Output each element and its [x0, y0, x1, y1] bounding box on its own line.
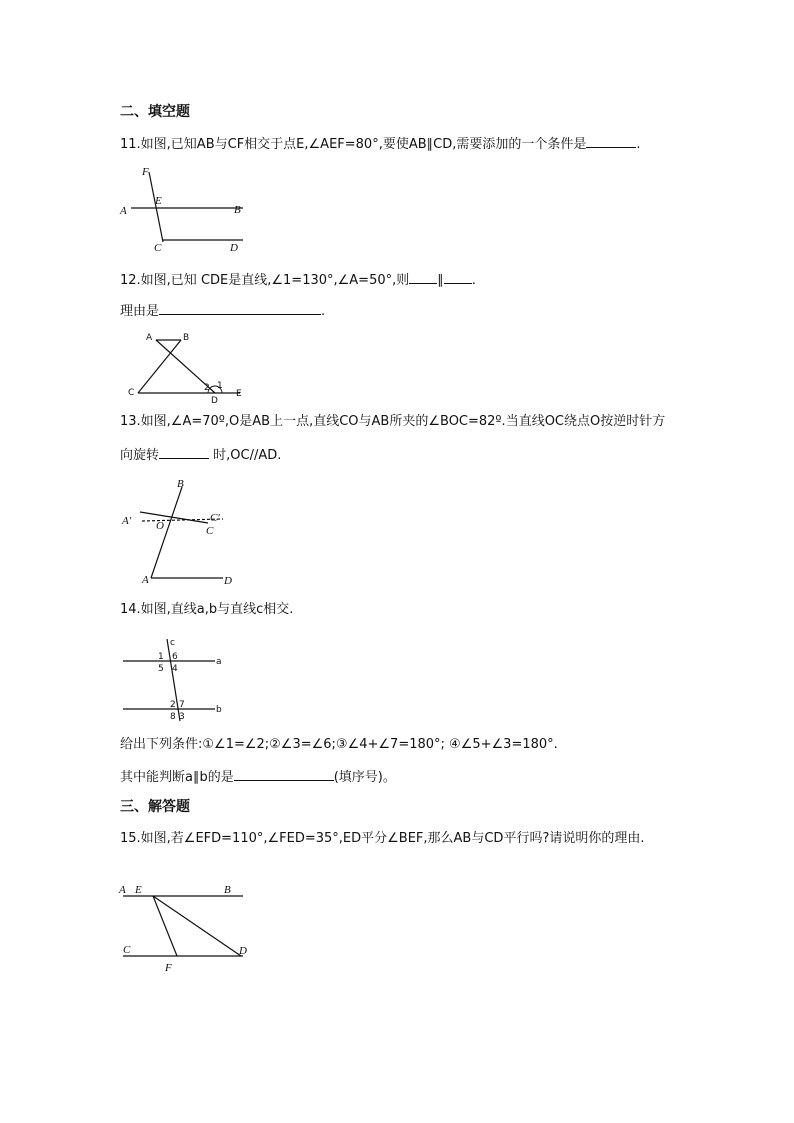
parallel-symbol: ∥: [437, 273, 444, 288]
label-a: a: [216, 657, 222, 667]
line-ef: [153, 896, 177, 956]
label-c: C: [128, 388, 135, 398]
label-c: C: [123, 944, 131, 956]
question-12-text: 12.如图,已知 CDE是直线,∠1=130°,∠A=50°,则: [120, 273, 410, 288]
line-ed: [153, 896, 241, 956]
question-11-text: 11.如图,已知AB与CF相交于点E,∠AEF=80°,要使AB∥CD,需要添加的一个条件是: [120, 137, 587, 152]
label-o: O: [156, 520, 164, 532]
line-ab: [151, 487, 182, 578]
answer-blank-13[interactable]: [159, 446, 209, 459]
label-b: B: [234, 204, 241, 216]
question-12: [120, 271, 476, 289]
figure-q11: [115, 162, 275, 257]
label-b: B: [177, 478, 184, 490]
label-b: B: [183, 333, 190, 343]
label-angle-2: 2: [170, 700, 176, 710]
label-angle-8: 8: [170, 712, 176, 722]
label-angle-2: 2: [204, 383, 210, 393]
answer-blank-12b[interactable]: [444, 271, 472, 284]
label-e: E: [155, 195, 162, 207]
label-d: D: [211, 396, 218, 406]
label-angle-3: 3: [179, 712, 185, 722]
question-13-line1: 13.如图,∠A=70º,O是AB上一点,直线CO与AB所夹的∠BOC=82º.当直线OC绕点O按逆时针方: [120, 414, 666, 429]
question-12-end: .: [471, 273, 476, 288]
question-11-end: .: [636, 137, 641, 152]
label-a: A: [119, 884, 126, 896]
question-11: [120, 135, 641, 153]
label-f: F: [142, 166, 149, 178]
label-angle-6: 6: [172, 652, 178, 662]
line-bc: [138, 340, 181, 393]
label-b: b: [216, 705, 222, 715]
question-14-judge: [120, 768, 396, 786]
label-a: A: [146, 333, 153, 343]
label-a-prime: A′: [122, 515, 132, 527]
answer-blank-12a[interactable]: [409, 271, 437, 284]
label-e: E: [135, 884, 142, 896]
label-a: A: [142, 574, 149, 586]
label-d: D: [224, 575, 232, 587]
label-angle-1: 1: [158, 652, 164, 662]
label-angle-5: 5: [158, 664, 164, 674]
figure-q13: [120, 475, 250, 590]
section-answer-heading: 三、解答题: [120, 799, 190, 815]
reason-label: 理由是: [120, 304, 160, 319]
label-c: C: [206, 525, 214, 537]
figure-q15: [117, 872, 257, 977]
label-c: c: [170, 638, 175, 648]
label-angle-4: 4: [172, 664, 178, 674]
label-d: D: [239, 945, 247, 957]
question-14: 14.如图,直线a,b与直线c相交.: [120, 602, 294, 617]
answer-blank-11[interactable]: [586, 135, 636, 148]
reason-end: .: [321, 304, 326, 319]
section-fill-in-heading: 二、填空题: [120, 104, 190, 120]
label-angle-1: 1: [217, 381, 223, 391]
label-f: F: [165, 962, 172, 974]
label-d: D: [230, 242, 238, 254]
question-14-judge-start: 其中能判断a∥b的是: [120, 770, 234, 785]
question-12-reason: [120, 302, 325, 320]
line-cf: [149, 172, 163, 242]
answer-blank-12-reason[interactable]: [159, 302, 321, 315]
question-15: 15.如图,若∠EFD=110°,∠FED=35°,ED平分∠BEF,那么AB与CD平行吗?请说明你的理由.: [120, 831, 645, 846]
question-14-conditions: 给出下列条件:①∠1=∠2;②∠3=∠6;③∠4+∠7=180°; ④∠5+∠3=180°.: [120, 737, 558, 752]
label-b: B: [224, 884, 231, 896]
figure-q14: [120, 633, 230, 725]
question-13-line2: [120, 446, 281, 464]
line-oc: [140, 512, 208, 523]
label-angle-7: 7: [179, 700, 185, 710]
question-13-line2-end: 时,OC//AD.: [209, 448, 282, 463]
label-a: A: [120, 205, 127, 217]
figure-q12: [120, 330, 242, 406]
question-14-judge-end: (填序号)。: [333, 770, 396, 785]
label-c: C: [154, 242, 162, 254]
label-e: E: [236, 389, 242, 399]
answer-blank-14[interactable]: [234, 768, 334, 781]
label-c-prime: C′: [210, 512, 220, 524]
question-13-line2-start: 向旋转: [120, 448, 160, 463]
